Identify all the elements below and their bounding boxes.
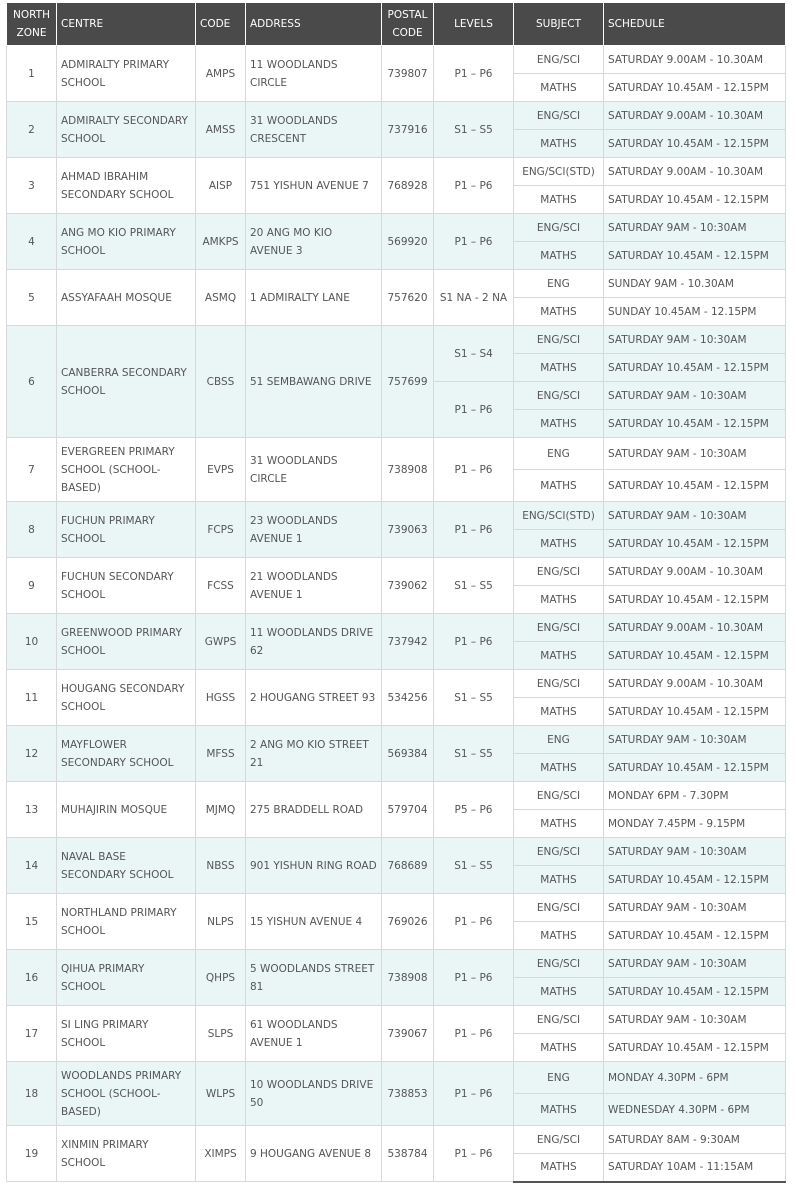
cell-schedule: SATURDAY 8AM - 9:30AM — [604, 1126, 786, 1154]
cell-schedule: SATURDAY 9AM - 10:30AM — [604, 326, 786, 354]
cell-address: 5 WOODLANDS STREET 81 — [246, 950, 382, 1006]
cell-zone: 15 — [7, 894, 57, 950]
cell-centre: ADMIRALTY PRIMARY SCHOOL — [57, 46, 196, 102]
cell-postal: 739063 — [382, 502, 434, 558]
cell-postal: 569920 — [382, 214, 434, 270]
cell-zone: 14 — [7, 838, 57, 894]
cell-centre: ASSYAFAAH MOSQUE — [57, 270, 196, 326]
cell-schedule: SATURDAY 10.45AM - 12.15PM — [604, 978, 786, 1006]
cell-subject: MATHS — [514, 1154, 604, 1182]
cell-centre: SI LING PRIMARY SCHOOL — [57, 1006, 196, 1062]
cell-centre: MAYFLOWER SECONDARY SCHOOL — [57, 726, 196, 782]
cell-address: 23 WOODLANDS AVENUE 1 — [246, 502, 382, 558]
cell-zone: 3 — [7, 158, 57, 214]
cell-postal: 737916 — [382, 102, 434, 158]
cell-subject: ENG/SCI — [514, 1126, 604, 1154]
cell-centre: WOODLANDS PRIMARY SCHOOL (SCHOOL-BASED) — [57, 1062, 196, 1126]
cell-subject: ENG/SCI — [514, 838, 604, 866]
cell-schedule: WEDNESDAY 4.30PM - 6PM — [604, 1094, 786, 1126]
cell-subject: ENG/SCI — [514, 46, 604, 74]
cell-code: AISP — [196, 158, 246, 214]
cell-code: CBSS — [196, 326, 246, 438]
cell-address: 61 WOODLANDS AVENUE 1 — [246, 1006, 382, 1062]
table-row — [7, 558, 786, 586]
cell-centre: NAVAL BASE SECONDARY SCHOOL — [57, 838, 196, 894]
cell-address: 31 WOODLANDS CIRCLE — [246, 438, 382, 502]
cell-subject: ENG/SCI — [514, 950, 604, 978]
cell-schedule: SATURDAY 10.45AM - 12.15PM — [604, 242, 786, 270]
cell-schedule: SATURDAY 9.00AM - 10.30AM — [604, 614, 786, 642]
table-row — [7, 894, 786, 922]
cell-schedule: SATURDAY 10.45AM - 12.15PM — [604, 354, 786, 382]
cell-schedule: MONDAY 4.30PM - 6PM — [604, 1062, 786, 1094]
cell-levels: P1 – P6 — [434, 382, 514, 438]
cell-schedule: SATURDAY 9AM - 10:30AM — [604, 726, 786, 754]
cell-address: 51 SEMBAWANG DRIVE — [246, 326, 382, 438]
cell-address: 2 HOUGANG STREET 93 — [246, 670, 382, 726]
cell-code: MFSS — [196, 726, 246, 782]
header-postal: POSTAL CODE — [382, 3, 434, 46]
centres-schedule-table — [6, 2, 786, 1183]
cell-levels: S1 – S5 — [434, 726, 514, 782]
cell-schedule: SATURDAY 10AM - 11:15AM — [604, 1154, 786, 1182]
cell-levels: S1 NA - 2 NA — [434, 270, 514, 326]
cell-address: 275 BRADDELL ROAD — [246, 782, 382, 838]
cell-zone: 6 — [7, 326, 57, 438]
cell-schedule: SATURDAY 9AM - 10:30AM — [604, 950, 786, 978]
cell-code: SLPS — [196, 1006, 246, 1062]
cell-postal: 538784 — [382, 1126, 434, 1182]
cell-code: HGSS — [196, 670, 246, 726]
cell-code: XIMPS — [196, 1126, 246, 1182]
cell-subject: MATHS — [514, 1034, 604, 1062]
header-schedule: SCHEDULE — [604, 3, 786, 46]
cell-subject: MATHS — [514, 642, 604, 670]
cell-levels: S1 – S5 — [434, 670, 514, 726]
cell-schedule: MONDAY 6PM - 7.30PM — [604, 782, 786, 810]
table-row — [7, 270, 786, 298]
cell-centre: ANG MO KIO PRIMARY SCHOOL — [57, 214, 196, 270]
cell-address: 10 WOODLANDS DRIVE 50 — [246, 1062, 382, 1126]
cell-zone: 16 — [7, 950, 57, 1006]
cell-levels: P1 – P6 — [434, 1062, 514, 1126]
cell-subject: MATHS — [514, 186, 604, 214]
cell-code: AMPS — [196, 46, 246, 102]
header-zone: NORTH ZONE — [7, 3, 57, 46]
cell-subject: MATHS — [514, 866, 604, 894]
cell-zone: 2 — [7, 102, 57, 158]
cell-schedule: SATURDAY 9AM - 10:30AM — [604, 894, 786, 922]
cell-postal: 757699 — [382, 326, 434, 438]
table-row — [7, 614, 786, 642]
cell-schedule: SATURDAY 10.45AM - 12.15PM — [604, 470, 786, 502]
header-subject: SUBJECT — [514, 3, 604, 46]
cell-address: 20 ANG MO KIO AVENUE 3 — [246, 214, 382, 270]
cell-levels: S1 – S5 — [434, 102, 514, 158]
cell-levels: P1 – P6 — [434, 1126, 514, 1182]
cell-zone: 7 — [7, 438, 57, 502]
cell-levels: P1 – P6 — [434, 502, 514, 558]
cell-postal: 738853 — [382, 1062, 434, 1126]
cell-postal: 739067 — [382, 1006, 434, 1062]
cell-schedule: SATURDAY 10.45AM - 12.15PM — [604, 74, 786, 102]
cell-code: AMKPS — [196, 214, 246, 270]
cell-code: QHPS — [196, 950, 246, 1006]
cell-centre: FUCHUN SECONDARY SCHOOL — [57, 558, 196, 614]
cell-code: ASMQ — [196, 270, 246, 326]
cell-postal: 737942 — [382, 614, 434, 670]
table-row — [7, 1062, 786, 1094]
cell-code: NBSS — [196, 838, 246, 894]
cell-postal: 768928 — [382, 158, 434, 214]
cell-code: AMSS — [196, 102, 246, 158]
cell-levels: P1 – P6 — [434, 1006, 514, 1062]
cell-schedule: SATURDAY 9AM - 10:30AM — [604, 214, 786, 242]
cell-schedule: MONDAY 7.45PM - 9.15PM — [604, 810, 786, 838]
cell-schedule: SATURDAY 9AM - 10:30AM — [604, 1006, 786, 1034]
cell-schedule: SATURDAY 9AM - 10:30AM — [604, 382, 786, 410]
cell-postal: 569384 — [382, 726, 434, 782]
cell-centre: AHMAD IBRAHIM SECONDARY SCHOOL — [57, 158, 196, 214]
cell-schedule: SATURDAY 9AM - 10:30AM — [604, 502, 786, 530]
cell-subject: ENG/SCI — [514, 894, 604, 922]
header-centre: CENTRE — [57, 3, 196, 46]
cell-subject: ENG/SCI — [514, 326, 604, 354]
header-levels: LEVELS — [434, 3, 514, 46]
cell-address: 2 ANG MO KIO STREET 21 — [246, 726, 382, 782]
cell-address: 11 WOODLANDS CIRCLE — [246, 46, 382, 102]
cell-schedule: SUNDAY 10.45AM - 12.15PM — [604, 298, 786, 326]
cell-subject: MATHS — [514, 810, 604, 838]
cell-zone: 4 — [7, 214, 57, 270]
table-row — [7, 838, 786, 866]
cell-subject: MATHS — [514, 242, 604, 270]
cell-zone: 5 — [7, 270, 57, 326]
table-row — [7, 782, 786, 810]
table-row — [7, 502, 786, 530]
cell-subject: ENG — [514, 726, 604, 754]
cell-centre: EVERGREEN PRIMARY SCHOOL (SCHOOL-BASED) — [57, 438, 196, 502]
cell-address: 15 YISHUN AVENUE 4 — [246, 894, 382, 950]
cell-levels: P1 – P6 — [434, 894, 514, 950]
cell-schedule: SATURDAY 9.00AM - 10.30AM — [604, 158, 786, 186]
cell-postal: 757620 — [382, 270, 434, 326]
cell-zone: 18 — [7, 1062, 57, 1126]
cell-centre: FUCHUN PRIMARY SCHOOL — [57, 502, 196, 558]
cell-subject: ENG — [514, 270, 604, 298]
cell-schedule: SATURDAY 9AM - 10:30AM — [604, 838, 786, 866]
cell-code: NLPS — [196, 894, 246, 950]
cell-centre: ADMIRALTY SECONDARY SCHOOL — [57, 102, 196, 158]
table-row — [7, 326, 786, 354]
cell-schedule: SATURDAY 10.45AM - 12.15PM — [604, 754, 786, 782]
table-row — [7, 438, 786, 470]
cell-zone: 17 — [7, 1006, 57, 1062]
cell-subject: ENG/SCI — [514, 1006, 604, 1034]
cell-subject: MATHS — [514, 586, 604, 614]
cell-subject: ENG/SCI — [514, 102, 604, 130]
cell-centre: HOUGANG SECONDARY SCHOOL — [57, 670, 196, 726]
cell-levels: P5 – P6 — [434, 782, 514, 838]
cell-schedule: SATURDAY 10.45AM - 12.15PM — [604, 410, 786, 438]
cell-postal: 738908 — [382, 438, 434, 502]
header-address: ADDRESS — [246, 3, 382, 46]
cell-postal: 534256 — [382, 670, 434, 726]
cell-subject: MATHS — [514, 298, 604, 326]
cell-address: 1 ADMIRALTY LANE — [246, 270, 382, 326]
table-row — [7, 214, 786, 242]
schedule-table-container — [6, 2, 785, 1183]
cell-schedule: SATURDAY 10.45AM - 12.15PM — [604, 586, 786, 614]
cell-address: 9 HOUGANG AVENUE 8 — [246, 1126, 382, 1182]
cell-schedule: SATURDAY 9.00AM - 10.30AM — [604, 670, 786, 698]
cell-code: WLPS — [196, 1062, 246, 1126]
cell-schedule: SUNDAY 9AM - 10.30AM — [604, 270, 786, 298]
cell-code: FCPS — [196, 502, 246, 558]
cell-levels: S1 – S5 — [434, 838, 514, 894]
cell-centre: GREENWOOD PRIMARY SCHOOL — [57, 614, 196, 670]
cell-zone: 12 — [7, 726, 57, 782]
cell-code: MJMQ — [196, 782, 246, 838]
header-code: CODE — [196, 3, 246, 46]
cell-subject: MATHS — [514, 410, 604, 438]
cell-schedule: SATURDAY 9AM - 10:30AM — [604, 438, 786, 470]
cell-levels: P1 – P6 — [434, 950, 514, 1006]
cell-subject: ENG/SCI(STD) — [514, 158, 604, 186]
cell-zone: 11 — [7, 670, 57, 726]
cell-centre: MUHAJIRIN MOSQUE — [57, 782, 196, 838]
cell-subject: MATHS — [514, 354, 604, 382]
cell-subject: MATHS — [514, 698, 604, 726]
cell-levels: S1 – S5 — [434, 558, 514, 614]
table-row — [7, 1006, 786, 1034]
cell-levels: P1 – P6 — [434, 614, 514, 670]
cell-postal: 739807 — [382, 46, 434, 102]
cell-schedule: SATURDAY 10.45AM - 12.15PM — [604, 530, 786, 558]
cell-subject: MATHS — [514, 130, 604, 158]
table-row — [7, 158, 786, 186]
cell-schedule: SATURDAY 9.00AM - 10.30AM — [604, 102, 786, 130]
cell-subject: ENG/SCI — [514, 214, 604, 242]
table-body — [7, 46, 786, 1182]
cell-code: GWPS — [196, 614, 246, 670]
cell-subject: MATHS — [514, 74, 604, 102]
cell-code: FCSS — [196, 558, 246, 614]
cell-address: 21 WOODLANDS AVENUE 1 — [246, 558, 382, 614]
cell-centre: QIHUA PRIMARY SCHOOL — [57, 950, 196, 1006]
cell-subject: MATHS — [514, 922, 604, 950]
table-row — [7, 950, 786, 978]
cell-schedule: SATURDAY 10.45AM - 12.15PM — [604, 1034, 786, 1062]
cell-levels: P1 – P6 — [434, 46, 514, 102]
cell-subject: ENG/SCI — [514, 558, 604, 586]
cell-zone: 9 — [7, 558, 57, 614]
cell-subject: ENG/SCI — [514, 382, 604, 410]
cell-schedule: SATURDAY 10.45AM - 12.15PM — [604, 922, 786, 950]
cell-schedule: SATURDAY 9.00AM - 10.30AM — [604, 558, 786, 586]
cell-schedule: SATURDAY 10.45AM - 12.15PM — [604, 642, 786, 670]
cell-levels: P1 – P6 — [434, 158, 514, 214]
cell-subject: ENG — [514, 1062, 604, 1094]
table-header-row — [7, 3, 786, 46]
cell-levels: P1 – P6 — [434, 214, 514, 270]
cell-centre: NORTHLAND PRIMARY SCHOOL — [57, 894, 196, 950]
table-row — [7, 1126, 786, 1154]
cell-address: 901 YISHUN RING ROAD — [246, 838, 382, 894]
cell-subject: ENG — [514, 438, 604, 470]
cell-levels: S1 – S4 — [434, 326, 514, 382]
cell-schedule: SATURDAY 10.45AM - 12.15PM — [604, 186, 786, 214]
cell-subject: MATHS — [514, 470, 604, 502]
cell-postal: 579704 — [382, 782, 434, 838]
cell-subject: ENG/SCI — [514, 782, 604, 810]
cell-schedule: SATURDAY 10.45AM - 12.15PM — [604, 698, 786, 726]
cell-address: 11 WOODLANDS DRIVE 62 — [246, 614, 382, 670]
cell-subject: MATHS — [514, 530, 604, 558]
cell-subject: ENG/SCI(STD) — [514, 502, 604, 530]
cell-centre: CANBERRA SECONDARY SCHOOL — [57, 326, 196, 438]
cell-postal: 739062 — [382, 558, 434, 614]
cell-schedule: SATURDAY 10.45AM - 12.15PM — [604, 866, 786, 894]
cell-zone: 10 — [7, 614, 57, 670]
cell-zone: 13 — [7, 782, 57, 838]
cell-subject: MATHS — [514, 1094, 604, 1126]
table-row — [7, 46, 786, 74]
cell-postal: 769026 — [382, 894, 434, 950]
cell-address: 751 YISHUN AVENUE 7 — [246, 158, 382, 214]
cell-subject: ENG/SCI — [514, 614, 604, 642]
table-row — [7, 102, 786, 130]
cell-postal: 738908 — [382, 950, 434, 1006]
cell-subject: MATHS — [514, 978, 604, 1006]
cell-zone: 8 — [7, 502, 57, 558]
cell-address: 31 WOODLANDS CRESCENT — [246, 102, 382, 158]
cell-schedule: SATURDAY 10.45AM - 12.15PM — [604, 130, 786, 158]
cell-centre: XINMIN PRIMARY SCHOOL — [57, 1126, 196, 1182]
cell-subject: ENG/SCI — [514, 670, 604, 698]
cell-postal: 768689 — [382, 838, 434, 894]
cell-code: EVPS — [196, 438, 246, 502]
cell-schedule: SATURDAY 9.00AM - 10.30AM — [604, 46, 786, 74]
cell-levels: P1 – P6 — [434, 438, 514, 502]
cell-zone: 1 — [7, 46, 57, 102]
table-row — [7, 726, 786, 754]
cell-zone: 19 — [7, 1126, 57, 1182]
table-row — [7, 670, 786, 698]
cell-subject: MATHS — [514, 754, 604, 782]
